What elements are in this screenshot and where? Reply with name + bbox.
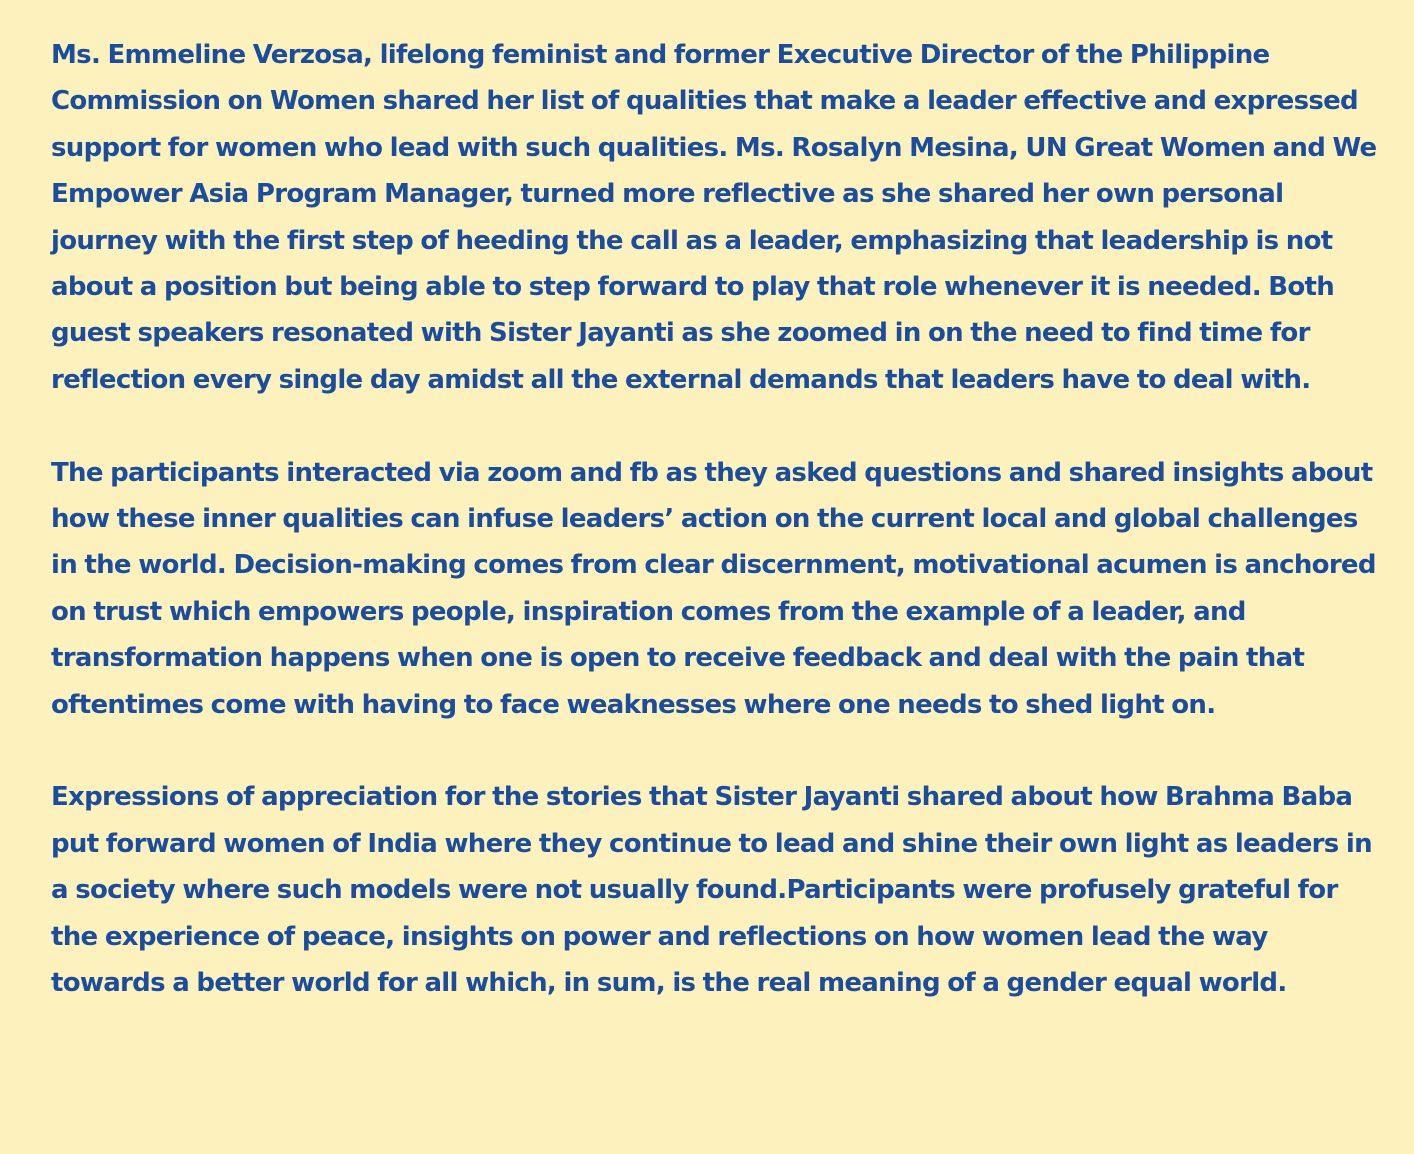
paragraph-guest-speakers: Ms. Emmeline Verzosa, lifelong feminist and former Executive Director of the Philippine Commission on Women shared her list of qualities that make a leader effective and expressed support for women who lead with such qualities. Ms. Rosalyn Mesina, UN Great Women and We Empower Asia Program Manager, turned more reflective as she shared her own personal journey with the first step of heeding the call as a leader, emphasizing that leadership is not about a position but being able to step forward to play that role whenever it is needed. Both guest speakers resonated with Sister Jayanti as she zoomed in on the need to find time for reflection every single day amidst all the external demands that leaders have to deal with.: [51, 40, 1377, 395]
paragraph-appreciation: Expressions of appreciation for the stories that Sister Jayanti shared about how Brahma Baba put forward women of India where they continue to lead and shine their own light as leaders in a society where such models were not usually found.Participants were profusely grateful for the experience of peace, insights on power and reflections on how women lead the way towards a better world for all which, in sum, is the real meaning of a gender equal world.: [51, 782, 1372, 999]
paragraph-participants: The participants interacted via zoom and fb as they asked questions and shared insights about how these inner qualities can infuse leaders’ action on the current local and global challenges in the world. Decision-making comes from clear discernment, motivational acumen is anchored on trust which empowers people, inspiration comes from the example of a leader, and transformation happens when one is open to receive feedback and deal with the pain that oftentimes come with having to face weaknesses where one needs to shed light on.: [51, 457, 1376, 720]
